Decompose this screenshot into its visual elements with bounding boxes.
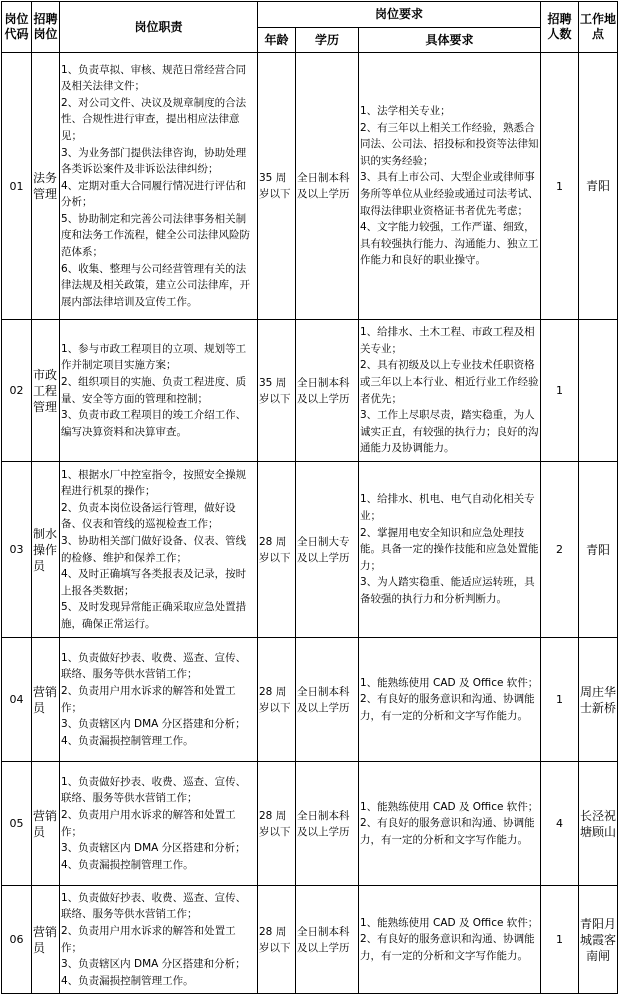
row-age: 28 周岁以下 (258, 762, 296, 886)
requirement-line: 2、具有初级及以上专业技术任职资格或三年以上本行业、相近行业工作经验者优先； (360, 359, 539, 405)
row-requirements (359, 762, 541, 886)
duty-line: 2、负责本岗位设备运行管理，做好设备、仪表和管线的巡视检查工作； (61, 501, 236, 531)
duty-line: 4、定期对重大合同履行情况进行评估和分析； (61, 179, 247, 209)
duty-line: 1、参与市政工程项目的立项、规划等工作并制定项目实施方案； (61, 342, 247, 372)
duty-line: 1、负责做好抄表、收费、巡查、宣传、联络、服务等供水营销工作； (61, 775, 247, 805)
row-position: 制水操作员 (32, 462, 60, 638)
row-age: 35 周岁以下 (258, 53, 296, 320)
duty-line: 6、收集、整理与公司经营管理有关的法律法规及相关政策，建立公司法律库，开展内部法律培训及宣传工作。 (61, 262, 250, 308)
duty-line: 3、为业务部门提供法律咨询，协助处理各类诉讼案件及非诉讼法律纠纷； (61, 146, 247, 176)
requirement-line: 2、有良好的服务意识和沟通、协调能力，有一定的分析和文字写作能力。 (360, 933, 535, 962)
row-education: 全日制本科及以上学历 (296, 53, 359, 320)
duty-line: 2、负责用户用水诉求的解答和处置工作； (61, 924, 236, 954)
table-row (2, 320, 618, 462)
row-position: 营销员 (32, 886, 60, 994)
row-education: 全日制本科及以上学历 (296, 762, 359, 886)
duty-line: 3、负责市政工程项目的竣工介绍工作、编写决算资料和决算审查。 (61, 409, 247, 438)
table-row (2, 638, 618, 762)
duty-line: 4、负责漏损控制管理工作。 (61, 974, 194, 987)
row-duties (60, 320, 258, 462)
row-code: 01 (2, 53, 32, 320)
duty-line: 2、负责用户用水诉求的解答和处置工作； (61, 684, 236, 714)
row-position: 营销员 (32, 638, 60, 762)
requirement-line: 3、为人踏实稳重、能适应运转班，具备较强的执行力和分析判断力。 (360, 576, 535, 605)
row-position: 市政工程管理 (32, 320, 60, 462)
header-education: 学历 (296, 28, 359, 53)
row-age: 35 周岁以下 (258, 320, 296, 462)
duty-line: 3、负责辖区内 DMA 分区搭建和分析； (61, 718, 246, 731)
row-education: 全日制本科及以上学历 (296, 638, 359, 762)
duty-line: 1、负责草拟、审核、规范日常经营合同及相关法律文件； (61, 63, 247, 93)
row-code: 03 (2, 462, 32, 638)
duty-line: 1、负责做好抄表、收费、巡查、宣传、联络、服务等供水营销工作； (61, 891, 247, 921)
header-code: 岗位代码 (2, 2, 32, 53)
row-duties (60, 762, 258, 886)
duty-line: 2、对公司文件、决议及规章制度的合法性、合规性进行审查，提出相应法律意见； (61, 96, 247, 142)
row-duties (60, 53, 258, 320)
header-age: 年龄 (258, 28, 296, 53)
duty-line: 2、负责用户用水诉求的解答和处置工作； (61, 808, 236, 838)
row-duties (60, 462, 258, 638)
row-position: 营销员 (32, 762, 60, 886)
row-location: 青阳 (579, 462, 618, 638)
row-requirements (359, 53, 541, 320)
table-row (2, 53, 618, 320)
row-count: 1 (541, 320, 579, 462)
row-location: 周庄华士新桥 (579, 638, 618, 762)
row-code: 02 (2, 320, 32, 462)
row-age: 28 周岁以下 (258, 638, 296, 762)
row-age: 28 周岁以下 (258, 886, 296, 994)
requirement-line: 1、能熟练使用 CAD 及 Office 软件； (360, 800, 539, 813)
row-requirements (359, 638, 541, 762)
row-count: 1 (541, 53, 579, 320)
requirement-line: 2、有良好的服务意识和沟通、协调能力，有一定的分析和文字写作能力。 (360, 817, 535, 846)
table-row (2, 762, 618, 886)
row-duties (60, 638, 258, 762)
row-location: 长泾祝塘顾山 (579, 762, 618, 886)
duty-line: 1、根据水厂中控室指令，按照安全操规程进行机泵的操作； (61, 468, 247, 498)
duty-line: 4、负责漏损控制管理工作。 (61, 858, 194, 871)
table-row (2, 462, 618, 638)
requirement-line: 2、有良好的服务意识和沟通、协调能力，有一定的分析和文字写作能力。 (360, 693, 535, 722)
duty-line: 3、负责辖区内 DMA 分区搭建和分析； (61, 958, 246, 971)
requirement-line: 3、工作上尽职尽责，踏实稳重，为人诚实正直，有较强的执行力；良好的沟通能力及协调能力。 (360, 409, 539, 455)
row-count: 1 (541, 886, 579, 994)
requirement-line: 1、给排水、机电、电气自动化相关专业； (360, 493, 535, 523)
row-education: 全日制本科及以上学历 (296, 886, 359, 994)
row-requirements (359, 320, 541, 462)
requirement-line: 2、有三年以上相关工作经验，熟悉合同法、公司法、招投标和投资等法律知识的实务经验； (360, 121, 539, 167)
header-count: 招聘人数 (541, 2, 579, 53)
requirement-line: 3、具有上市公司、大型企业或律师事务所等单位从业经验或通过司法考试、取得法律职业资格证书者优先考虑； (360, 171, 539, 217)
header-location: 工作地点 (579, 2, 618, 53)
row-requirements (359, 886, 541, 994)
duty-line: 4、负责漏损控制管理工作。 (61, 734, 194, 747)
header-specific: 具体要求 (359, 28, 541, 53)
row-code: 06 (2, 886, 32, 994)
row-location: 青阳月城霞客南闸 (579, 886, 618, 994)
header-row (2, 2, 618, 28)
row-education: 全日制大专及以上学历 (296, 462, 359, 638)
row-code: 04 (2, 638, 32, 762)
requirement-line: 4、文字能力较强，工作严谨、细致，具有较强执行能力、沟通能力、独立工作能力和良好的职业操守。 (360, 221, 539, 267)
row-age: 28 周岁以下 (258, 462, 296, 638)
row-code: 05 (2, 762, 32, 886)
header-requirements: 岗位要求 (258, 2, 541, 28)
requirement-line: 1、法学相关专业； (360, 105, 451, 118)
row-requirements (359, 462, 541, 638)
requirement-line: 1、能熟练使用 CAD 及 Office 软件； (360, 916, 539, 929)
row-count: 2 (541, 462, 579, 638)
row-education: 全日制本科及以上学历 (296, 320, 359, 462)
header-duties: 岗位职责 (60, 2, 258, 53)
duty-line: 2、组织项目的实施、负责工程进度、质量、安全等方面的管理和控制； (61, 375, 247, 405)
row-count: 1 (541, 638, 579, 762)
row-location: 青阳 (579, 53, 618, 320)
duty-line: 5、及时发现异常能正确采取应急处置措施，确保正常运行。 (61, 601, 247, 630)
duty-line: 5、协助制定和完善公司法律事务相关制度和法务工作流程，健全公司法律风险防范体系； (61, 212, 250, 259)
requirement-line: 2、掌握用电安全知识和应急处理技能。具备一定的操作技能和应急处置能力； (360, 526, 539, 572)
table-row (2, 886, 618, 994)
requirement-line: 1、给排水、土木工程、市政工程及相关专业； (360, 326, 535, 355)
duty-line: 3、协助相关部门做好设备、仪表、管线的检修、维护和保养工作； (61, 534, 247, 564)
requirement-line: 1、能熟练使用 CAD 及 Office 软件； (360, 676, 539, 689)
row-count: 4 (541, 762, 579, 886)
header-position: 招聘岗位 (32, 2, 60, 53)
row-position: 法务管理 (32, 53, 60, 320)
duty-line: 4、及时正确填写各类报表及记录，按时上报各类数据； (61, 568, 247, 597)
recruitment-table (1, 1, 618, 994)
row-location (579, 320, 618, 462)
duty-line: 1、负责做好抄表、收费、巡查、宣传、联络、服务等供水营销工作； (61, 651, 247, 681)
row-duties (60, 886, 258, 994)
duty-line: 3、负责辖区内 DMA 分区搭建和分析； (61, 842, 246, 855)
